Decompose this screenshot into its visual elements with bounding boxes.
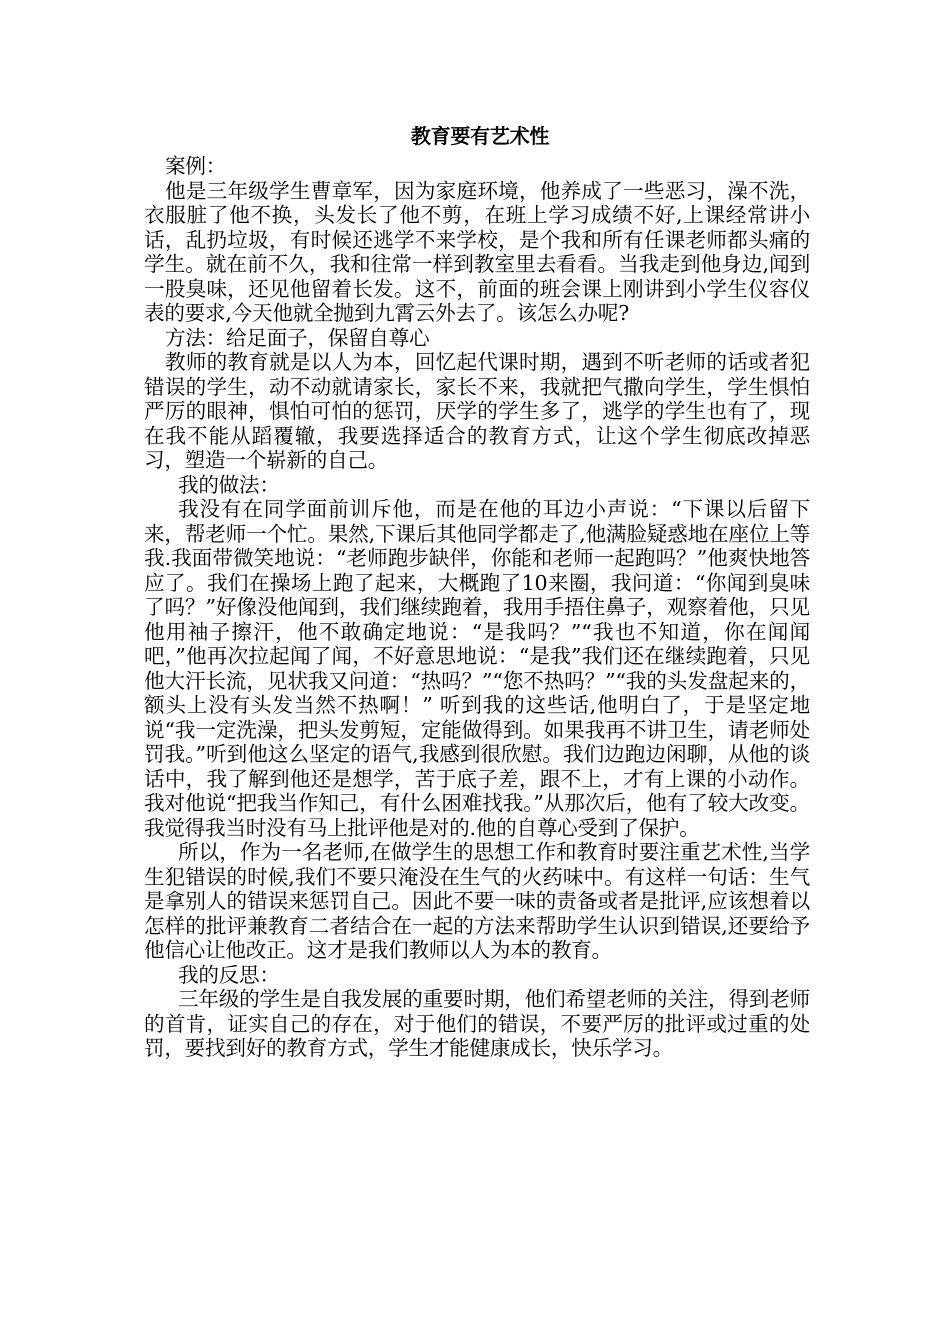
paragraph-practice-heading: 我的做法：: [178, 472, 280, 497]
paragraph-method-heading: 方法：给足面子，保留自尊心: [165, 325, 430, 350]
paragraph-conclusion: 所以，作为一名老师,在做学生的思想工作和教育时要注重艺术性,当学生犯错误的时候,我们不要只淹没在生气的火药味中。有这样一句话：生气是拿别人的错误来惩罚自己。因此不要一味的责备或者是批评,应该想着以怎样的批评兼教育二者结合在一起的方法来帮助学生认识到错误,还要给予他信心让他改正。这才是我们教师以人为本的教育。: [144, 840, 810, 962]
paragraph-method-body: 教师的教育就是以人为本，回忆起代课时期，遇到不听老师的话或者犯错误的学生，动不动就请家长，家长不来，我就把气撒向学生，学生惧怕严厉的眼神，惧怕可怕的惩罚，厌学的学生多了，逃学的学生也有了，现在我不能从蹈覆辙，我要选择适合的教育方式，让这个学生彻底改掉恶习，塑造一个崭新的自己。: [144, 350, 810, 472]
paragraph-practice-body: 我没有在同学面前训斥他，而是在他的耳边小声说：“下课以后留下来，帮老师一个忙。果然,下课后其他同学都走了,他满脸疑惑地在座位上等我.我面带微笑地说：“老师跑步缺伴，你能和老师一起跑吗？”他爽快地答应了。我们在操场上跑了起来，大概跑了10来圈，我问道：“你闻到臭味了吗？”好像没他闻到，我们继续跑着，我用手捂住鼻子，观察着他，只见他用袖子擦汗，他不敢确定地说：“是我吗？”“我也不知道，你在闻闻吧，”他再次拉起闻了闻，不好意思地说：“是我”我们还在继续跑着，只见他大汗长流，见状我又问道：“热吗？”“您不热吗？”“我的头发盘起来的，额头上没有头发当然不热啊！” 听到我的这些话,他明白了，于是坚定地说“我一定洗澡，把头发剪短，定能做得到。如果我再不讲卫生，请老师处罚我。”听到他这么坚定的语气,我感到很欣慰。我们边跑边闲聊，从他的谈话中，我了解到他还是想学，苦于底子差，跟不上，才有上课的小动作。我对他说“把我当作知己，有什么困难找我。”从那次后，他有了较大改变。我觉得我当时没有马上批评他是对的.他的自尊心受到了保护。: [144, 497, 810, 840]
paragraph-reflection-heading: 我的反思：: [178, 962, 280, 987]
document-title: 教育要有艺术性: [410, 124, 550, 148]
paragraph-case-heading: 案例：: [165, 154, 227, 178]
paragraph-reflection-body: 三年级的学生是自我发展的重要时期，他们希望老师的关注，得到老师的首肯，证实自己的存在，对于他们的错误，不要严厉的批评或过重的处罚，要找到好的教育方式，学生才能健康成长，快乐学习。: [144, 987, 810, 1060]
paragraph-case-body: 他是三年级学生曹章军，因为家庭环境，他养成了一些恶习，澡不洗，衣服脏了他不换，头发长了他不剪，在班上学习成绩不好,上课经常讲小话，乱扔垃圾，有时候还逃学不来学校，是个我和所有任课老师都头痛的学生。就在前不久，我和往常一样到教室里去看看。当我走到他身边,闻到一股臭味，还见他留着长发。这不，前面的班会课上刚讲到小学生仪容仪表的要求,今天他就全抛到九霄云外去了。该怎么办呢?: [144, 178, 810, 325]
document-page: [144, 118, 810, 1061]
